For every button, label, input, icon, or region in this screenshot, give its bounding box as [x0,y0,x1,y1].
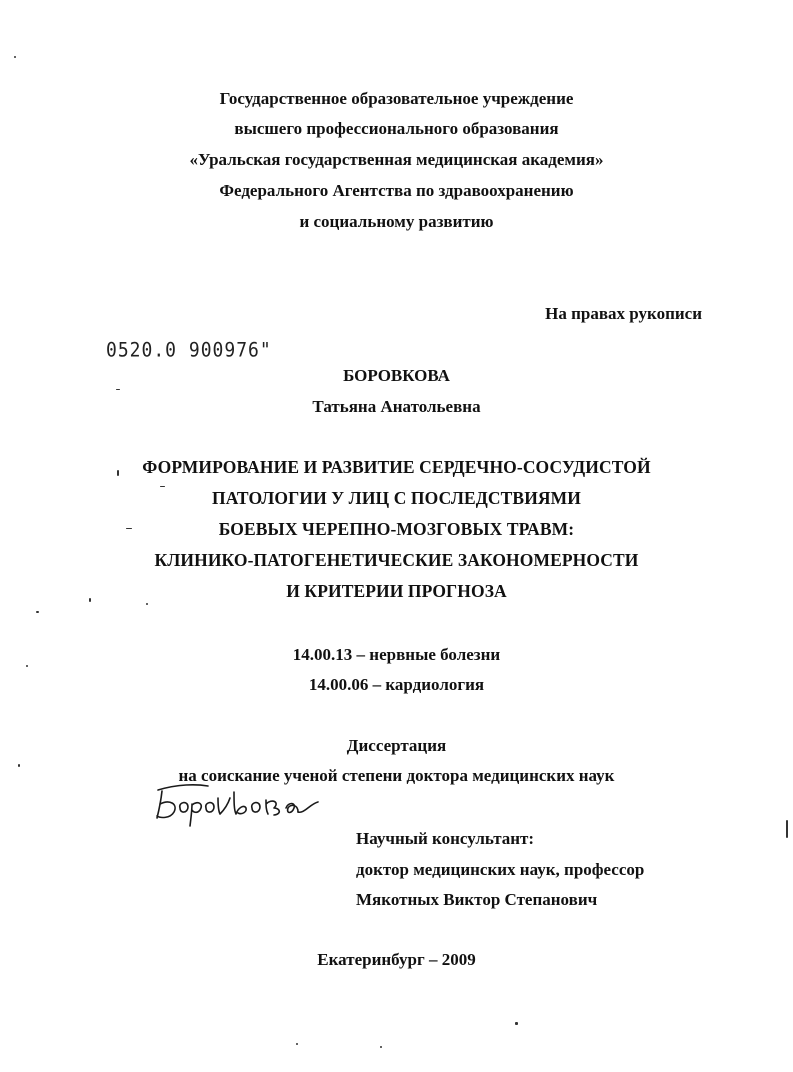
header-line-2: высшего профессионального образования [234,119,559,138]
header-line-5: и социальному развитию [299,212,494,231]
scan-speck [14,56,16,58]
scan-speck [786,820,788,838]
consultant-name: Мякотных Виктор Степанович [356,890,598,909]
specialty-2: 14.00.06 – кардиология [308,675,485,694]
scan-speck [89,598,91,602]
title-line-5: И КРИТЕРИИ ПРОГНОЗА [286,581,507,601]
header-line-3: «Уральская государственная медицинская академия» [189,150,604,169]
header-line-4: Федерального Агентства по здравоохранению [219,181,574,200]
scan-speck [515,1022,518,1025]
specialty-1: 14.00.13 – нервные болезни [292,645,501,664]
title-line-3: БОЕВЫХ ЧЕРЕПНО-МОЗГОВЫХ ТРАВМ: [218,519,575,539]
scan-speck [160,486,165,487]
author-signature [148,774,333,830]
consultant-title: доктор медицинских наук, профессор [356,860,645,879]
scan-speck [117,470,119,476]
scan-speck [296,1043,298,1045]
author-given-names: Татьяна Анатольевна [312,397,481,416]
title-line-2: ПАТОЛОГИИ У ЛИЦ С ПОСЛЕДСТВИЯМИ [211,488,581,508]
city-year: Екатеринбург – 2009 [317,950,476,969]
scan-speck [380,1046,382,1048]
manuscript-note: На правах рукописи [545,304,702,323]
header-line-1: Государственное образовательное учреждение [219,89,574,108]
degree-description: на соискание ученой степени доктора медицинских наук [178,766,615,785]
scan-speck [36,611,39,613]
scan-speck [146,603,148,605]
title-line-1: ФОРМИРОВАНИЕ И РАЗВИТИЕ СЕРДЕЧНО-СОСУДИСТОЙ [142,457,651,477]
scan-speck [116,389,120,390]
scan-speck [18,764,20,767]
stamp-number: 0520.0 900976" [106,338,272,362]
scan-speck [126,528,132,529]
author-surname: БОРОВКОВА [343,366,450,385]
degree-label: Диссертация [346,736,447,755]
scan-speck [26,665,28,667]
title-line-4: КЛИНИКО-ПАТОГЕНЕТИЧЕСКИЕ ЗАКОНОМЕРНОСТИ [154,550,639,570]
consultant-label: Научный консультант: [356,829,535,848]
